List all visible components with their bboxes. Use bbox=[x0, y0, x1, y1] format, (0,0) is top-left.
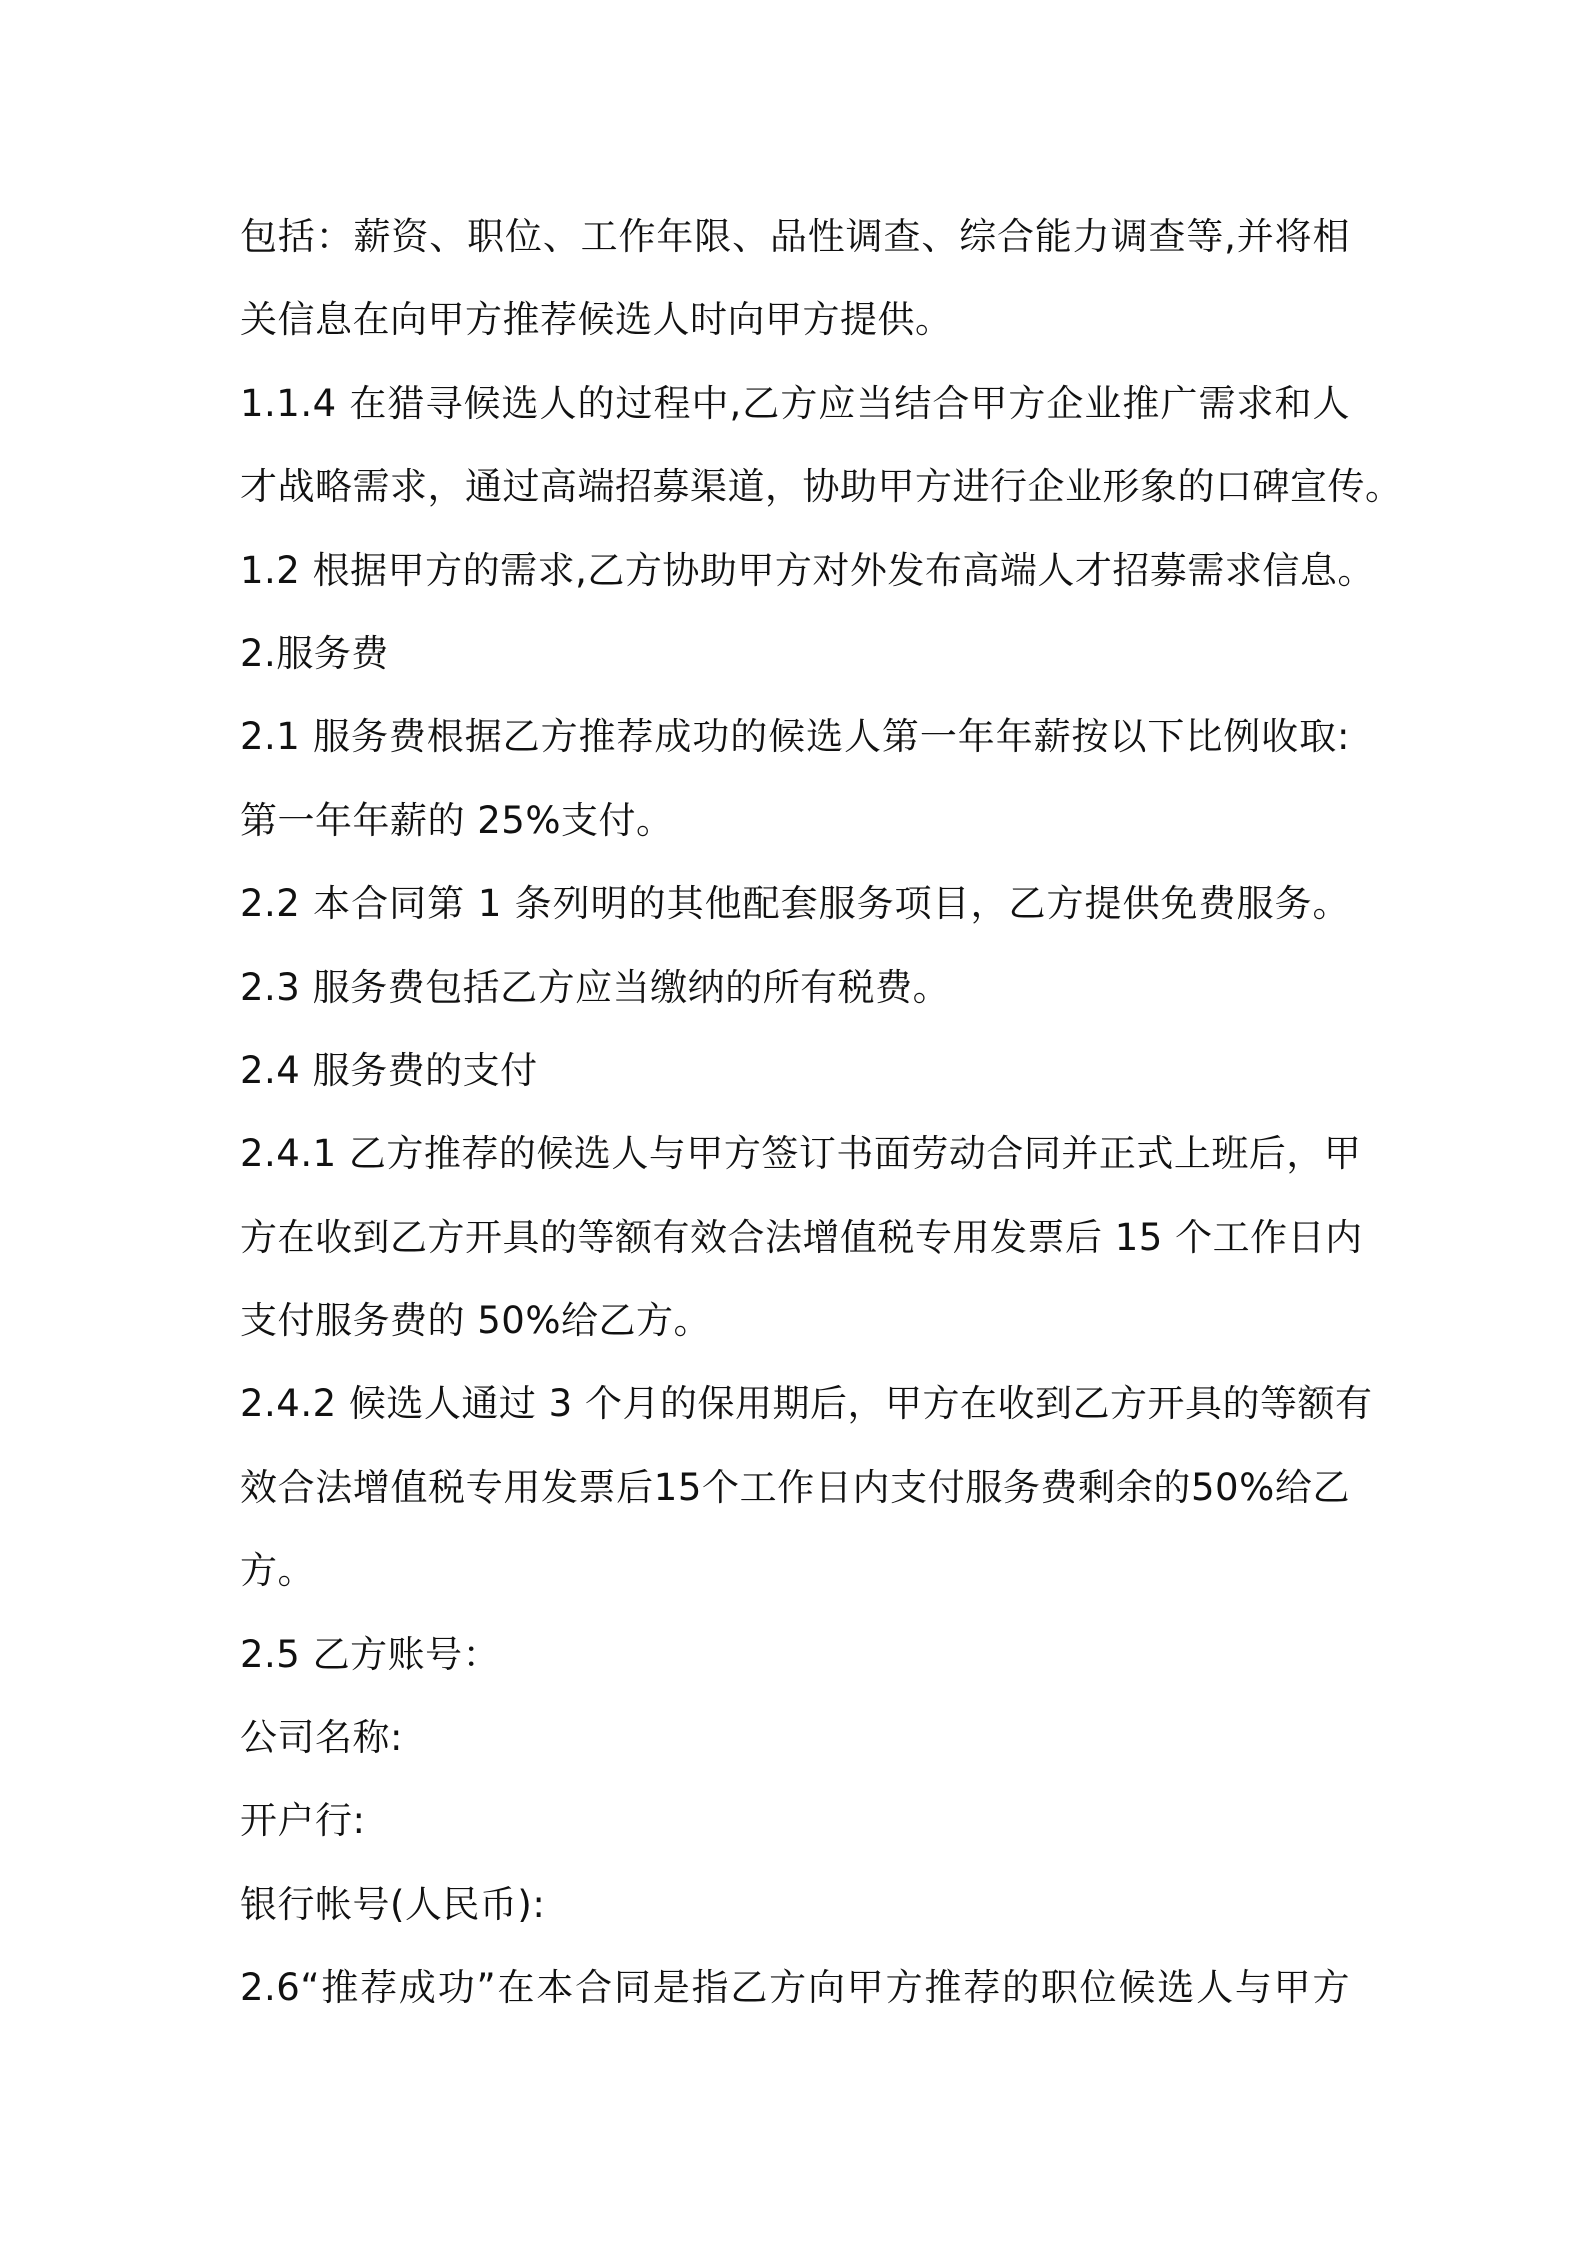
subsection-heading: 2.4 服务费的支付 bbox=[240, 1048, 538, 1092]
text-line: 2.1 服务费根据乙方推荐成功的候选人第一年年薪按以下比例收取: bbox=[240, 715, 1350, 759]
text-line: 支付服务费的 50%给乙方。 bbox=[240, 1299, 711, 1343]
text-line: 效合法增值税专用发票后15个工作日内支付服务费剩余的50%给乙 bbox=[240, 1465, 1350, 1509]
text-line: 2.5 乙方账号： bbox=[240, 1632, 501, 1676]
text-line: 1.2 根据甲方的需求,乙方协助甲方对外发布高端人才招募需求信息。 bbox=[240, 548, 1375, 592]
text-line: 2.4.1 乙方推荐的候选人与甲方签订书面劳动合同并正式上班后，甲 bbox=[240, 1132, 1362, 1176]
text-line: 第一年年薪的 25%支付。 bbox=[240, 798, 674, 842]
section-heading: 2.服务费 bbox=[240, 631, 389, 675]
text-line: 2.6“推荐成功”在本合同是指乙方向甲方推荐的职位候选人与甲方 bbox=[240, 1966, 1350, 2010]
text-line: 2.2 本合同第 1 条列明的其他配套服务项目，乙方提供免费服务。 bbox=[240, 882, 1350, 926]
text-line: 才战略需求，通过高端招募渠道，协助甲方进行企业形象的口碑宣传。 bbox=[240, 465, 1403, 509]
text-line: 2.4.2 候选人通过 3 个月的保用期后，甲方在收到乙方开具的等额有 bbox=[240, 1382, 1373, 1426]
text-line: 1.1.4 在猎寻候选人的过程中,乙方应当结合甲方企业推广需求和人 bbox=[240, 381, 1350, 425]
text-line: 关信息在向甲方推荐候选人时向甲方提供。 bbox=[240, 298, 953, 342]
text-line: 2.3 服务费包括乙方应当缴纳的所有税费。 bbox=[240, 965, 951, 1009]
text-line: 方。 bbox=[240, 1549, 315, 1593]
contract-text-body bbox=[240, 195, 1403, 2030]
company-name-label: 公司名称: bbox=[240, 1716, 403, 1760]
text-line: 包括：薪资、职位、工作年限、品性调查、综合能力调查等,并将相 bbox=[240, 215, 1350, 258]
bank-account-label: 银行帐号(人民币): bbox=[240, 1882, 546, 1926]
bank-label: 开户行: bbox=[240, 1799, 366, 1843]
text-line: 方在收到乙方开具的等额有效合法增值税专用发票后 15 个工作日内 bbox=[240, 1215, 1363, 1259]
